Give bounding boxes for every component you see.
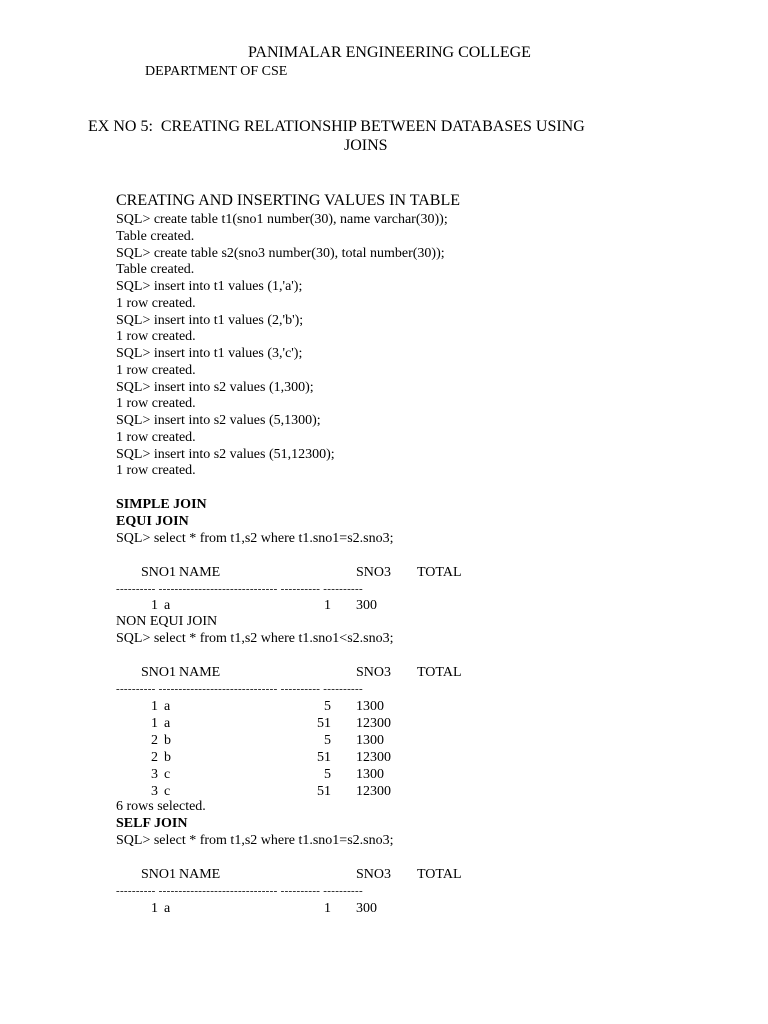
sql-command-line: SQL> insert into t1 values (3,'c'); (116, 346, 303, 361)
sql-response-line: 1 row created. (116, 396, 196, 411)
heading-non-equi-join: NON EQUI JOIN (116, 614, 218, 629)
sql-response-line: 1 row created. (116, 296, 196, 311)
self-join-query: SQL> select * from t1,s2 where t1.sno1=s2.sno3; (116, 833, 394, 848)
column-header: SNO1 (141, 565, 177, 580)
sql-response-line: 1 row created. (116, 329, 196, 344)
sql-command-line: SQL> create table t1(sno1 number(30), name varchar(30)); (116, 212, 448, 227)
column-header: NAME (179, 665, 221, 680)
heading-simple-join: SIMPLE JOIN (116, 497, 207, 512)
rows-selected-footer: 6 rows selected. (116, 799, 206, 814)
cell-sno1: 2 (151, 750, 158, 765)
exercise-title-line1: EX NO 5: CREATING RELATIONSHIP BETWEEN DATABASES USING (88, 118, 585, 135)
cell-total: 300 (356, 901, 377, 916)
column-header: SNO1 (141, 867, 177, 882)
table-separator: ---------- ------------------------------ ---------- ---------- (116, 583, 363, 595)
section-heading-create-insert: CREATING AND INSERTING VALUES IN TABLE (116, 192, 460, 209)
sql-command-line: SQL> create table s2(sno3 number(30), total number(30)); (116, 246, 445, 261)
cell-sno1: 1 (151, 901, 158, 916)
column-header: SNO1 (141, 665, 177, 680)
sql-response-line: 1 row created. (116, 430, 196, 445)
department-name: DEPARTMENT OF CSE (145, 64, 288, 79)
sql-response-line: 1 row created. (116, 463, 196, 478)
cell-total: 12300 (356, 716, 391, 731)
column-header: NAME (179, 565, 221, 580)
cell-sno1: 1 (151, 699, 158, 714)
cell-sno3: 5 (324, 767, 331, 782)
cell-sno3: 5 (324, 733, 331, 748)
cell-total: 1300 (356, 767, 384, 782)
cell-sno3: 1 (324, 901, 331, 916)
cell-total: 12300 (356, 784, 391, 799)
cell-name: c (164, 784, 171, 799)
sql-command-line: SQL> insert into t1 values (2,'b'); (116, 313, 304, 328)
non-equi-join-query: SQL> select * from t1,s2 where t1.sno1<s2.sno3; (116, 631, 394, 646)
cell-name: a (164, 716, 171, 731)
sql-command-line: SQL> insert into s2 values (5,1300); (116, 413, 321, 428)
equi-join-query: SQL> select * from t1,s2 where t1.sno1=s2.sno3; (116, 531, 394, 546)
table-separator: ---------- ------------------------------ ---------- ---------- (116, 885, 363, 897)
college-name: PANIMALAR ENGINEERING COLLEGE (248, 44, 531, 61)
exercise-title-line2: JOINS (344, 137, 388, 154)
sql-command-line: SQL> insert into t1 values (1,'a'); (116, 279, 303, 294)
column-header: SNO3 (356, 867, 392, 882)
cell-total: 12300 (356, 750, 391, 765)
cell-name: a (164, 901, 171, 916)
cell-sno3: 5 (324, 699, 331, 714)
cell-total: 1300 (356, 733, 384, 748)
cell-sno1: 2 (151, 733, 158, 748)
cell-sno3: 1 (324, 598, 331, 613)
sql-command-line: SQL> insert into s2 values (51,12300); (116, 447, 335, 462)
cell-sno1: 3 (151, 784, 158, 799)
cell-name: b (164, 733, 171, 748)
sql-response-line: 1 row created. (116, 363, 196, 378)
cell-name: a (164, 699, 171, 714)
cell-name: b (164, 750, 171, 765)
sql-command-line: SQL> insert into s2 values (1,300); (116, 380, 314, 395)
cell-name: c (164, 767, 171, 782)
column-header: NAME (179, 867, 221, 882)
cell-name: a (164, 598, 171, 613)
cell-sno1: 3 (151, 767, 158, 782)
cell-sno1: 1 (151, 716, 158, 731)
cell-sno3: 51 (317, 784, 331, 799)
sql-response-line: Table created. (116, 229, 195, 244)
sql-response-line: Table created. (116, 262, 195, 277)
heading-equi-join: EQUI JOIN (116, 514, 189, 529)
table-separator: ---------- ------------------------------ ---------- ---------- (116, 683, 363, 695)
column-header: TOTAL (417, 867, 462, 882)
cell-total: 1300 (356, 699, 384, 714)
column-header: TOTAL (417, 665, 462, 680)
cell-sno1: 1 (151, 598, 158, 613)
cell-total: 300 (356, 598, 377, 613)
heading-self-join: SELF JOIN (116, 816, 188, 831)
column-header: SNO3 (356, 665, 392, 680)
cell-sno3: 51 (317, 716, 331, 731)
column-header: SNO3 (356, 565, 392, 580)
cell-sno3: 51 (317, 750, 331, 765)
column-header: TOTAL (417, 565, 462, 580)
